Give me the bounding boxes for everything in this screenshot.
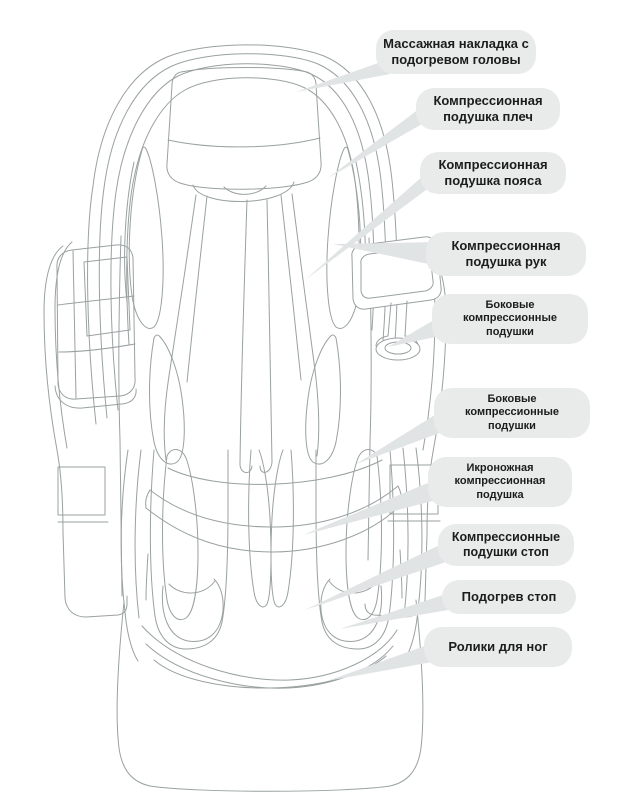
callout-foot-rollers [424, 627, 572, 667]
callout-leader-wedges [296, 56, 452, 681]
callout-label-line: подушка рук [465, 254, 547, 269]
callout-label-line: подушки стоп [463, 545, 549, 559]
callout-label-line: подогревом головы [391, 52, 521, 67]
callout-label-line: Ролики для ног [448, 639, 548, 655]
leader-wedge-feet-heating [340, 592, 452, 629]
callout-label-line: Боковые [485, 298, 535, 311]
callout-label-line: подушки [488, 419, 536, 432]
callout-waist-compression-cushion [420, 152, 566, 194]
callout-calf-compression-cushion [428, 457, 572, 507]
callout-label-line: Компрессионная [438, 157, 548, 173]
leader-wedge-shoulder-compression-cushion [328, 102, 428, 178]
callout-label-line: подушки [486, 325, 534, 338]
callout-label-line: Компрессионная [451, 238, 561, 254]
callout-side-compression-cushions-upper [432, 294, 588, 344]
callout-label-line: подушка плеч [443, 109, 533, 124]
callout-arm-compression-cushion [426, 232, 586, 276]
callout-label-line: Компрессионная [433, 93, 543, 109]
callout-feet-compression-cushions [438, 524, 574, 566]
callout-feet-heating [442, 580, 576, 614]
callout-label-line: Компрессионные [451, 529, 561, 544]
callout-label-line: подушка [476, 488, 524, 501]
chair-line-art [44, 45, 446, 791]
callout-shoulder-compression-cushion [416, 88, 560, 130]
callout-side-compression-cushions-lower [434, 388, 590, 438]
callout-label-line: Икроножная [466, 461, 534, 474]
callout-label-line: подушка пояса [444, 173, 542, 188]
callout-label-line: Массажная накладка с [383, 36, 529, 52]
callout-label-line: Подогрев стоп [461, 589, 557, 605]
callout-label-line: компрессионные [463, 312, 557, 325]
callout-head-heating-pad [376, 30, 536, 74]
callout-label-line: компрессионная [454, 475, 546, 488]
callout-label-line: Боковые [487, 392, 537, 405]
callout-label-line: компрессионные [465, 406, 559, 419]
